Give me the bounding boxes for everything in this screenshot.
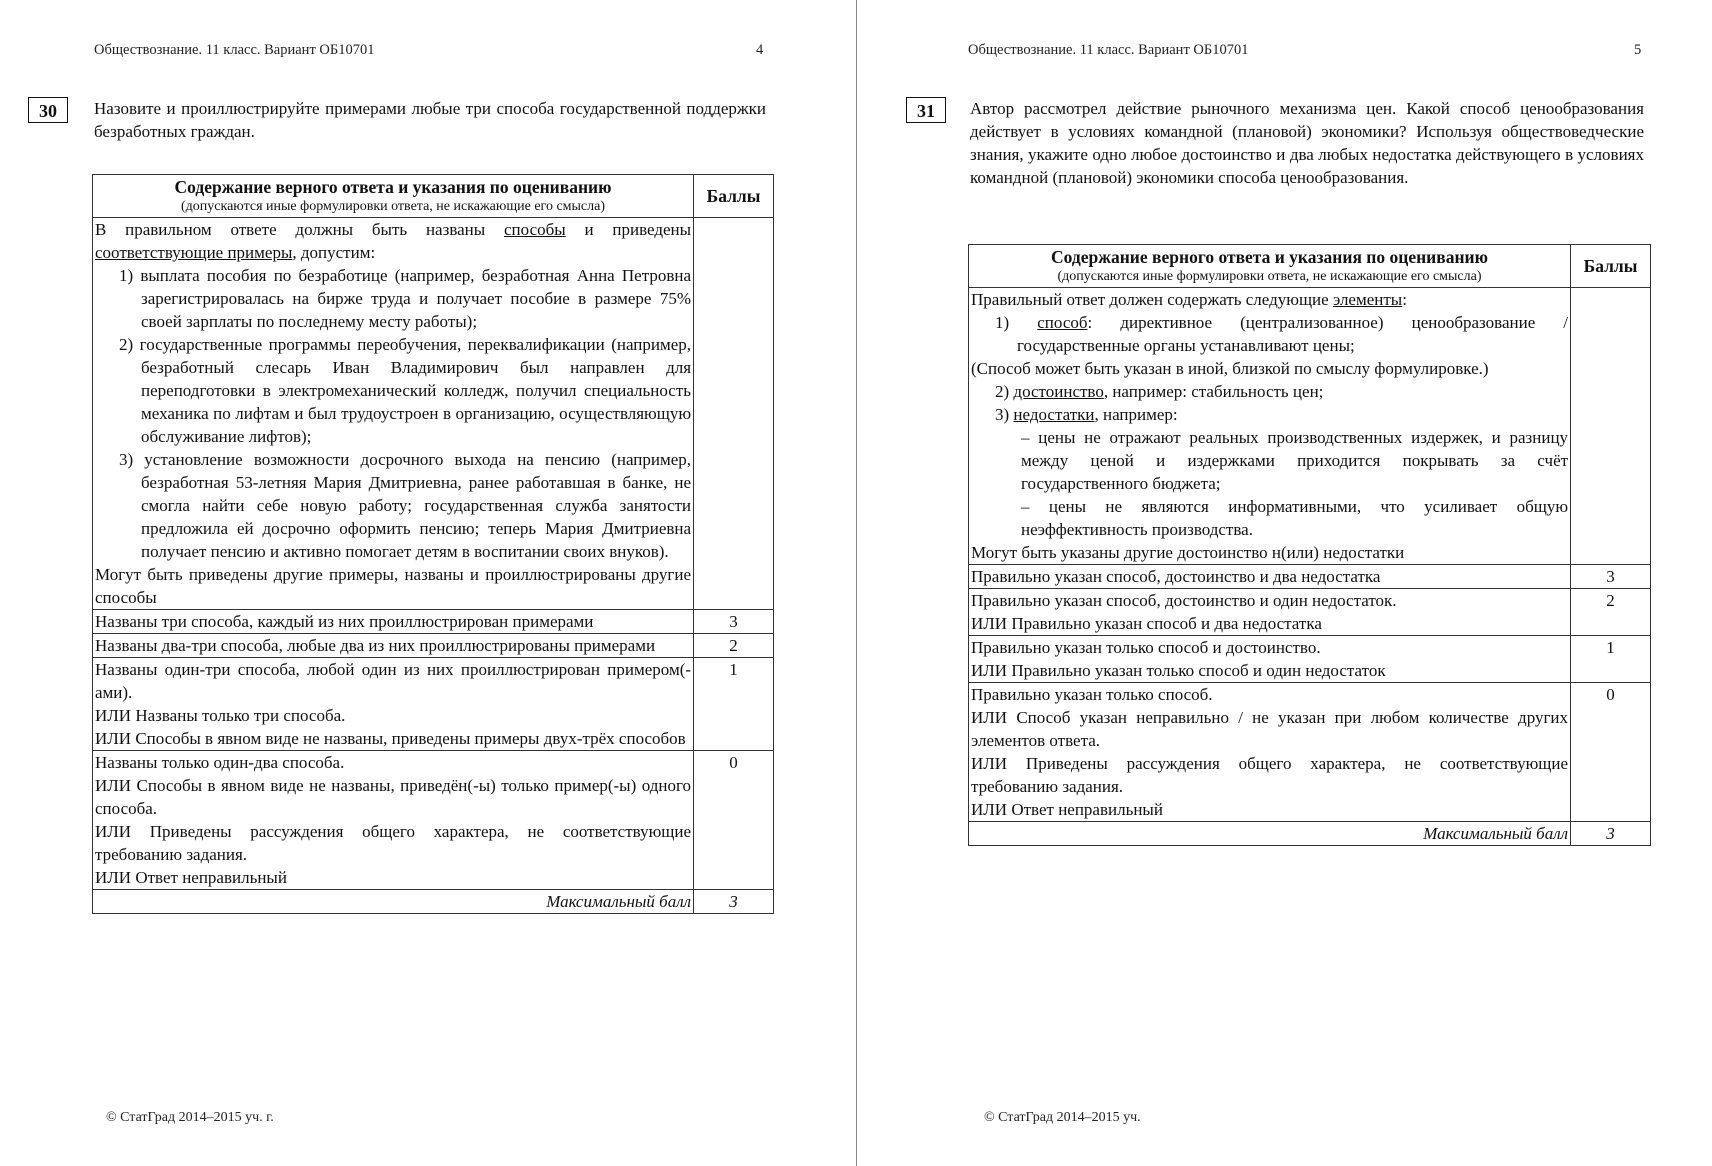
content-header: Содержание верного ответа и указания по оцениванию (допускаются иные формулировки ответа, не искажающие его смысла) (93, 175, 694, 218)
criteria-text: Названы два-три способа, любые два из них проиллюстрированы примерами (93, 634, 694, 658)
score-header: Баллы (1571, 245, 1651, 288)
score-value: 3 (694, 610, 774, 634)
criteria-row (93, 751, 774, 890)
answer-item: 1) способ: директивное (централизованное) ценообразование / государственные органы устанавливают цены; (995, 313, 1569, 355)
page-footer: © СтатГрад 2014–2015 уч. (984, 1110, 1141, 1125)
criteria-row (969, 589, 1651, 636)
criteria-row (93, 610, 774, 634)
criteria-row (969, 636, 1651, 683)
criteria-row (969, 683, 1651, 822)
answer-content-row (969, 288, 1651, 565)
answer-sub-item: – цены не отражают реальных производственных издержек, и разницу между ценой и издержками приходится покрывать за счёт государственного бюджета; (1021, 428, 1569, 493)
answer-note: (Способ может быть указан в иной, близкой по смыслу формулировке.) (971, 359, 1489, 378)
answer-item: 1) выплата пособия по безработице (например, безработная Анна Петровна зарегистрировалась на бирже труда и получает пособие в размере 75% своей зарплаты по последнему месту работы); (119, 266, 692, 331)
answer-content (969, 288, 1571, 565)
table-header-row (93, 175, 774, 218)
page-footer: © СтатГрад 2014–2015 уч. г. (106, 1110, 274, 1125)
answer-content (93, 218, 694, 610)
score-value: 2 (1571, 589, 1651, 636)
answer-outro: Могут быть указаны другие достоинство н(или) недостатки (971, 543, 1405, 562)
answer-content-row (93, 218, 774, 610)
content-header: Содержание верного ответа и указания по оцениванию (допускаются иные формулировки ответа, не искажающие его смысла) (969, 245, 1571, 288)
page-number: 5 (1634, 42, 1642, 58)
score-value: 0 (694, 751, 774, 890)
criteria-text: Правильно указан только способ и достоинство. ИЛИ Правильно указан только способ и один недостаток (969, 636, 1571, 683)
score-value: 1 (694, 658, 774, 751)
score-value: 3 (1571, 565, 1651, 589)
criteria-text: Правильно указан способ, достоинство и два недостатка (969, 565, 1571, 589)
criteria-text: Названы только один-два способа. ИЛИ Способы в явном виде не названы, приведён(-ы) только пример(-ы) одного способа. ИЛИ Приведены рассуждения общего характера, не соответствующие требованию задания. ИЛИ Ответ неправильный (93, 751, 694, 890)
page-number: 4 (756, 42, 764, 58)
max-score-value: 3 (694, 890, 774, 914)
answer-item: 2) государственные программы переобучения, переквалификации (например, безработный слесарь Иван Владимирович был направлен для переподготовки в электромеханический колледж, получил специальность механика по лифтам и был трудоустроен в организацию, осуществляющую обслуживание лифтов); (119, 335, 692, 446)
right-page (856, 0, 1712, 1166)
question-number: 31 (906, 97, 946, 123)
criteria-row (93, 634, 774, 658)
answer-sub-item: – цены не являются информативными, что усиливает общую неэффективность производства. (1021, 497, 1569, 539)
max-score-value: 3 (1571, 822, 1651, 846)
page-header: Обществознание. 11 класс. Вариант ОБ10701 (968, 42, 1249, 58)
score-header: Баллы (694, 175, 774, 218)
criteria-text: Названы три способа, каждый из них проиллюстрирован примерами (93, 610, 694, 634)
score-cell-empty (1571, 288, 1651, 565)
answer-outro: Могут быть приведены другие примеры, названы и проиллюстрированы другие способы (95, 565, 692, 607)
max-score-label: Максимальный балл (93, 890, 694, 914)
score-value: 2 (694, 634, 774, 658)
page-header: Обществознание. 11 класс. Вариант ОБ10701 (94, 42, 375, 58)
score-value: 0 (1571, 683, 1651, 822)
score-cell-empty (694, 218, 774, 610)
max-score-row (93, 890, 774, 914)
criteria-row (93, 658, 774, 751)
scoring-table (968, 244, 1651, 846)
question-number: 30 (28, 97, 68, 123)
answer-item: 2) достоинство, например: стабильность цен; (995, 382, 1324, 401)
answer-intro: В правильном ответе должны быть названы способы и приведены соответствующие примеры, допустим: (95, 220, 692, 262)
max-score-label: Максимальный балл (969, 822, 1571, 846)
scoring-table (92, 174, 774, 914)
table-header-row (969, 245, 1651, 288)
criteria-text: Названы один-три способа, любой один из них проиллюстрирован примером(-ами). ИЛИ Названы только три способа. ИЛИ Способы в явном виде не названы, приведены примеры двух-трёх способов (93, 658, 694, 751)
max-score-row (969, 822, 1651, 846)
criteria-row (969, 565, 1651, 589)
criteria-text: Правильно указан способ, достоинство и один недостаток. ИЛИ Правильно указан способ и два недостатка (969, 589, 1571, 636)
question-text: Автор рассмотрел действие рыночного механизма цен. Какой способ ценообразования действует в условиях командной (плановой) экономики? Используя обществоведческие знания, укажите одно любое достоинство и два любых недостатка действующего в условиях командной (плановой) экономики способа ценообразования. (970, 99, 1644, 187)
answer-item: 3) недостатки, например: (995, 405, 1178, 424)
answer-intro: Правильный ответ должен содержать следующие элементы: (971, 290, 1407, 309)
criteria-text: Правильно указан только способ. ИЛИ Способ указан неправильно / не указан при любом количестве других элементов ответа. ИЛИ Приведены рассуждения общего характера, не соответствующие требованию задания. ИЛИ Ответ неправильный (969, 683, 1571, 822)
answer-item: 3) установление возможности досрочного выхода на пенсию (например, безработная 53-летняя Мария Дмитриевна, ранее работавшая в банке, не смогла найти себе новую работу; государственная служба занятости предложила ей досрочно оформить пенсию; теперь Мария Дмитриевна получает пенсию и активно помогает детям в воспитании своих внуков). (119, 450, 692, 561)
score-value: 1 (1571, 636, 1651, 683)
question-text: Назовите и проиллюстрируйте примерами любые три способа государственной поддержки безработных граждан. (94, 99, 766, 141)
